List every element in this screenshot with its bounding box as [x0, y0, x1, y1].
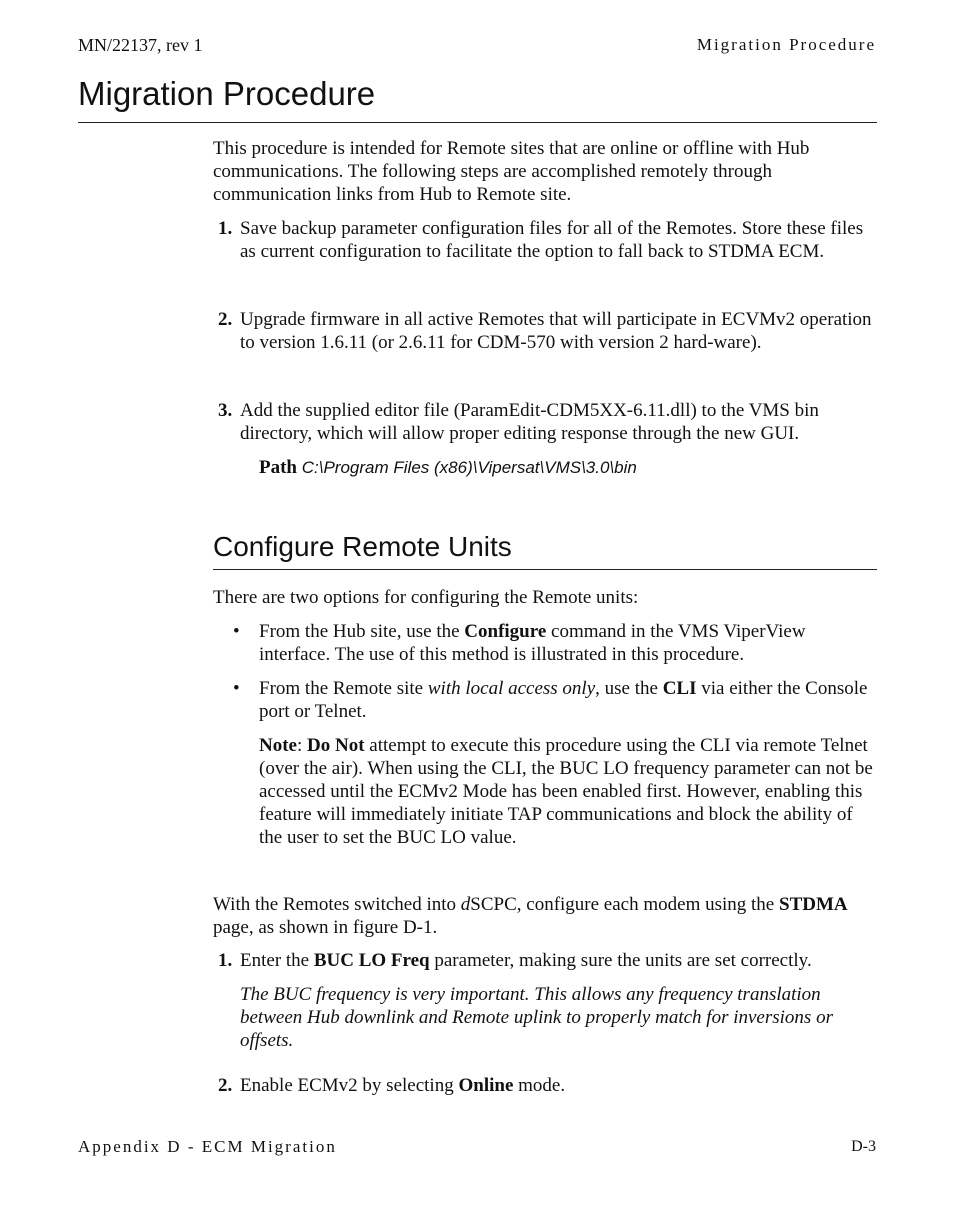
footer-page-number: D-3: [851, 1138, 876, 1155]
config-step-1: [218, 949, 877, 972]
step-2: [218, 308, 877, 354]
config-step-1-number: 1.: [218, 950, 233, 971]
step-2-number: 2.: [218, 309, 233, 330]
option-hub-site: [233, 620, 877, 666]
step-2-text: Upgrade firmware in all active Remotes that will participate in ECVMv2 operation to version 1.6.11 (or 2.6.11 for CDM-570 with version 2 hard-ware).: [240, 309, 872, 353]
buc-frequency-note: The BUC frequency is very important. This allows any frequency translation between Hub downlink and Remote uplink to properly match for inversions or offsets.: [240, 984, 833, 1051]
option-hub-site-text: From the Hub site, use the Configure command in the VMS ViperView interface. The use of this method is illustrated in this procedure.: [259, 621, 806, 665]
config-step-2-text: Enable ECMv2 by selecting Online mode.: [240, 1075, 566, 1096]
path-label: Path: [259, 457, 297, 478]
step-1: [218, 217, 877, 263]
note-paragraph: Note: Do Not attempt to execute this procedure using the CLI via remote Telnet (over the air). When using the CLI, the BUC LO frequency parameter can not be accessed until the ECMv2 Mode has been enabled first. However, enabling this feature will immediately initiate TAP communications and block the ability of the user to set the BUC LO value.: [259, 735, 873, 848]
step-3-number: 3.: [218, 400, 233, 421]
step-1-number: 1.: [218, 218, 233, 239]
install-path: [259, 456, 637, 479]
footer-appendix: Appendix D - ECM Migration: [78, 1137, 337, 1156]
configure-intro: There are two options for configuring the Remote units:: [213, 587, 639, 608]
step-1-text: Save backup parameter configuration files for all of the Remotes. Store these files as current configuration to facilitate the option to fall back to STDMA ECM.: [240, 218, 864, 262]
option-remote-site-text: From the Remote site with local access only, use the CLI via either the Console port or Telnet.: [259, 678, 868, 722]
step-3: [218, 399, 877, 445]
note-label: Note: [259, 735, 297, 756]
switched-paragraph: With the Remotes switched into dSCPC, configure each modem using the STDMA page, as shown in figure D-1.: [213, 894, 848, 938]
bullet-icon: •: [233, 621, 240, 642]
config-step-2: [218, 1074, 877, 1097]
step-3-text: Add the supplied editor file (ParamEdit-CDM5XX-6.11.dll) to the VMS bin directory, which will allow proper editing response through the new GUI.: [240, 400, 819, 444]
path-value: C:\Program Files (x86)\Vipersat\VMS\3.0\bin: [301, 458, 637, 477]
intro-paragraph: This procedure is intended for Remote sites that are online or offline with Hub communications. The following steps are accomplished remotely through communication links from Hub to Remote site.: [213, 138, 810, 205]
section-heading: Configure Remote Units: [213, 529, 877, 570]
header-section-title: Migration Procedure: [696, 35, 876, 54]
option-remote-site: [233, 677, 877, 723]
page-title: Migration Procedure: [78, 72, 877, 123]
bullet-icon: •: [233, 678, 240, 699]
header-doc-id: MN/22137, rev 1: [78, 35, 203, 55]
config-step-1-text: Enter the BUC LO Freq parameter, making sure the units are set correctly.: [240, 950, 812, 971]
note-warning: Do Not: [307, 735, 365, 756]
config-step-2-number: 2.: [218, 1075, 233, 1096]
